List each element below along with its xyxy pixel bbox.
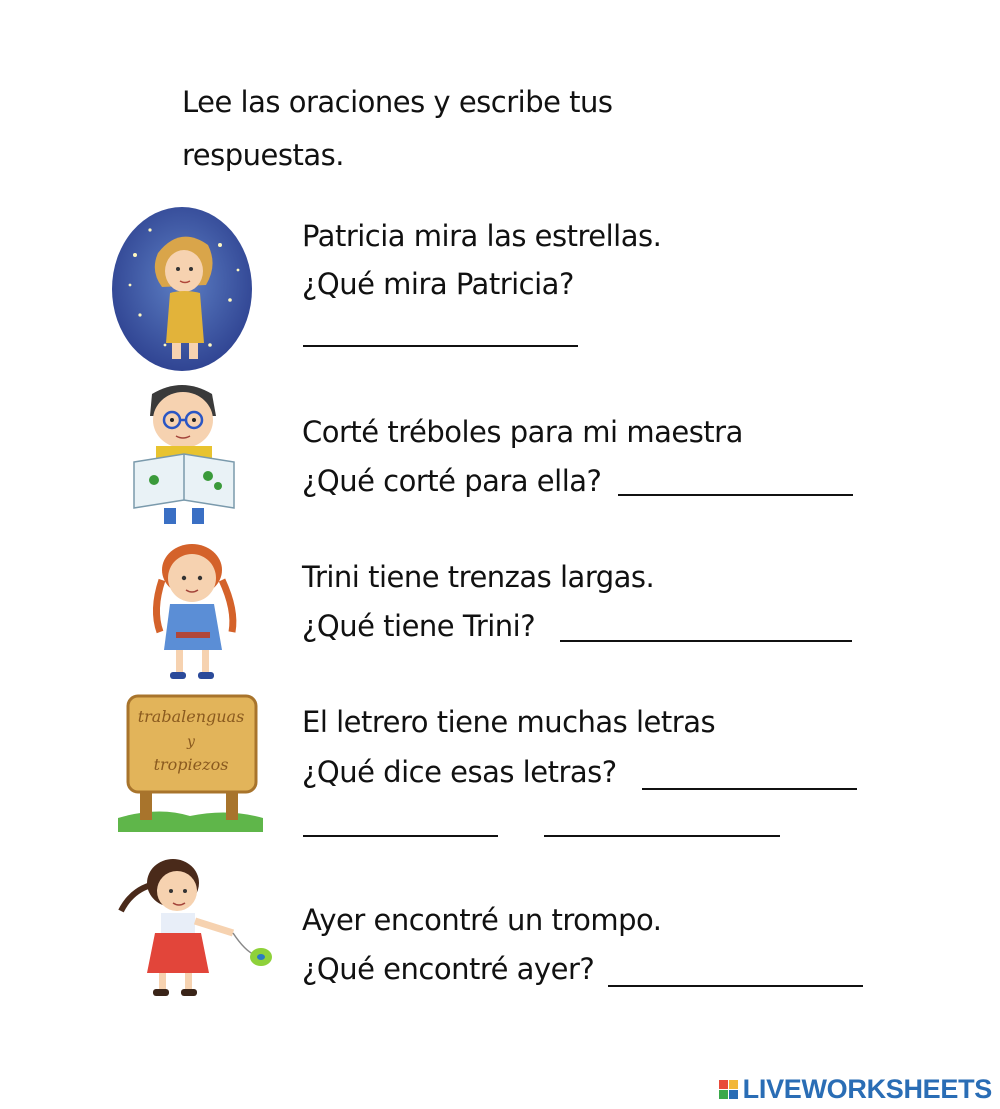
boy-book-illustration — [130, 380, 245, 528]
item-3-sentence: Trini tiene trenzas largas. — [302, 560, 655, 594]
brand-name: LIVEWORKSHEETS — [742, 1074, 992, 1104]
item-4-answer-blank-3[interactable] — [544, 835, 780, 837]
wooden-sign-illustration — [118, 690, 263, 836]
girl-braids-illustration — [140, 540, 250, 688]
item-4-answer-blank-1[interactable] — [642, 788, 857, 790]
liveworksheets-logo — [719, 1074, 992, 1105]
item-2-sentence: Corté tréboles para mi maestra — [302, 415, 743, 449]
item-2-answer-blank[interactable] — [618, 494, 853, 496]
item-4-sentence: El letrero tiene muchas letras — [302, 705, 716, 739]
item-5-question: ¿Qué encontré ayer? — [302, 952, 595, 986]
girl-top-illustration — [115, 855, 280, 1000]
item-5-answer-blank[interactable] — [608, 985, 863, 987]
item-2-question: ¿Qué corté para ella? — [302, 464, 602, 498]
item-4-answer-blank-2[interactable] — [303, 835, 498, 837]
instructions-line-1: Lee las oraciones y escribe tus — [182, 85, 613, 119]
girl-stars-illustration — [110, 205, 255, 373]
item-5-sentence: Ayer encontré un trompo. — [302, 903, 662, 937]
item-1-answer-blank[interactable] — [303, 345, 578, 347]
liveworksheets-logo-icon — [719, 1080, 738, 1099]
sign-text-line-2: y — [187, 734, 195, 750]
sign-text-line-1: trabalenguas — [137, 707, 245, 726]
item-4-question: ¿Qué dice esas letras? — [302, 755, 617, 789]
item-3-question: ¿Qué tiene Trini? — [302, 609, 536, 643]
item-3-answer-blank[interactable] — [560, 640, 852, 642]
sign-text-line-3: tropiezos — [153, 755, 229, 774]
item-1-question: ¿Qué mira Patricia? — [302, 267, 574, 301]
item-1-sentence: Patricia mira las estrellas. — [302, 219, 662, 253]
instructions-line-2: respuestas. — [182, 138, 344, 172]
